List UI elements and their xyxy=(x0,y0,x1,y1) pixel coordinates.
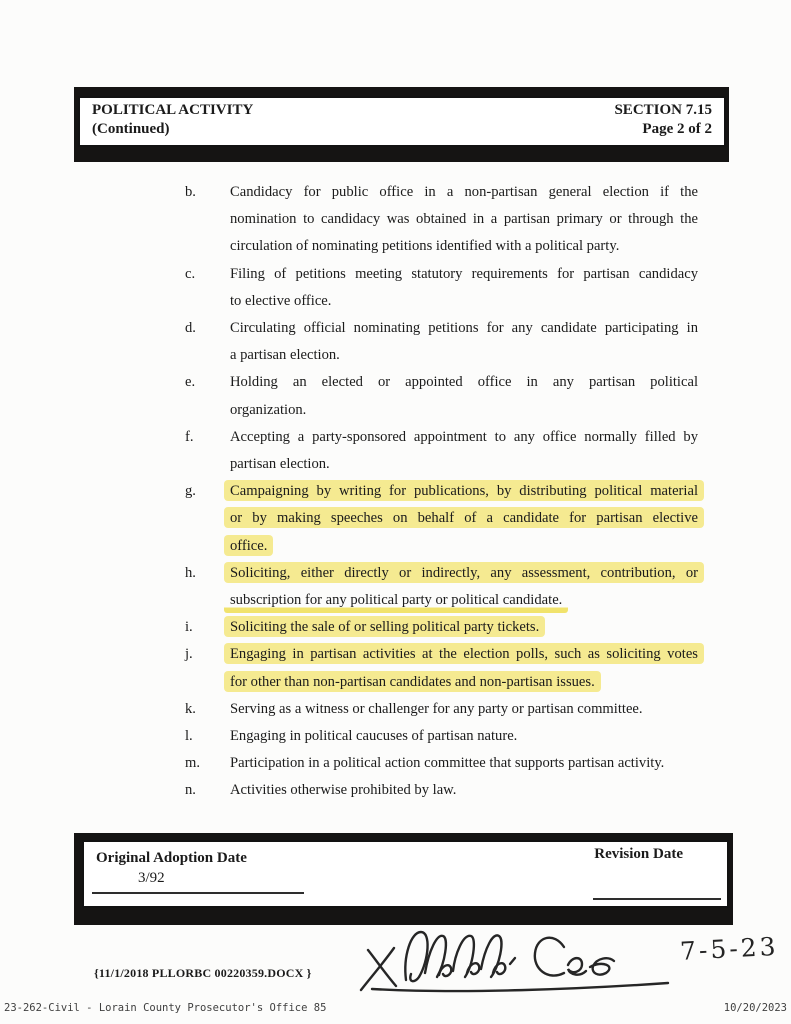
item-text-block xyxy=(230,777,698,804)
item-line xyxy=(230,669,698,696)
item-label: g. xyxy=(185,483,196,500)
statusbar-case-reference: 23-262-Civil - Lorain County Prosecutor's Office 85 xyxy=(4,1002,327,1014)
handwritten-date: 7-5-23 xyxy=(679,931,780,966)
original-adoption-date-value: 3/92 xyxy=(138,870,165,886)
page-title: POLITICAL ACTIVITY xyxy=(92,102,254,118)
item-line xyxy=(230,451,698,478)
header-title-group xyxy=(92,101,253,139)
list-item xyxy=(185,696,698,723)
item-label: h. xyxy=(185,564,196,581)
item-line xyxy=(230,478,698,505)
item-line xyxy=(230,750,698,777)
policy-item-list xyxy=(185,179,698,805)
item-label: j. xyxy=(185,646,193,663)
page-number: Page 2 of 2 xyxy=(642,121,712,137)
item-text: Accepting a party-sponsored appointment to any office normally filled by xyxy=(230,428,698,445)
item-text: partisan election. xyxy=(230,456,330,473)
item-label: k. xyxy=(185,700,196,717)
item-line xyxy=(230,505,698,532)
list-item xyxy=(185,777,698,804)
highlighted-text: for other than non-partisan candidates and non-partisan issues. xyxy=(224,671,601,692)
item-text-block xyxy=(230,723,698,750)
item-text: Filing of petitions meeting statutory requirements for partisan candidacy xyxy=(230,265,698,282)
item-text-block xyxy=(230,750,698,777)
original-adoption-date-label: Original Adoption Date xyxy=(96,850,247,866)
revision-date-label: Revision Date xyxy=(594,846,683,862)
item-line xyxy=(230,369,698,396)
item-line xyxy=(230,206,698,233)
list-item xyxy=(185,641,698,695)
item-text: circulation of nominating petitions identified with a political party. xyxy=(230,238,620,255)
item-line xyxy=(230,315,698,342)
item-line xyxy=(230,424,698,451)
item-label: n. xyxy=(185,782,196,799)
highlighted-text: office. xyxy=(224,535,273,556)
list-item xyxy=(185,261,698,315)
revision-date-line xyxy=(593,876,721,900)
item-text: organization. xyxy=(230,401,307,418)
highlighted-text: or by making speeches on behalf of a candidate for partisan elective xyxy=(224,507,704,528)
item-text-block xyxy=(230,696,698,723)
item-text-block xyxy=(230,614,698,641)
item-label: f. xyxy=(185,428,194,445)
highlighted-text: subscription for any political party or political candidate. xyxy=(224,592,568,613)
list-item xyxy=(185,614,698,641)
item-text: Serving as a witness or challenger for any party or partisan committee. xyxy=(230,700,643,717)
item-text: Engaging in political caucuses of partisan nature. xyxy=(230,728,518,745)
adoption-box-inner xyxy=(82,840,729,908)
item-line xyxy=(230,560,698,587)
item-line xyxy=(230,696,698,723)
item-line xyxy=(230,261,698,288)
statusbar xyxy=(4,1002,787,1014)
item-line xyxy=(230,723,698,750)
list-item xyxy=(185,369,698,423)
item-text: Circulating official nominating petitions for any candidate participating in xyxy=(230,320,698,337)
highlighted-text: Soliciting the sale of or selling political party tickets. xyxy=(224,616,545,637)
list-item xyxy=(185,315,698,369)
item-line xyxy=(230,533,698,560)
highlighted-text: Campaigning by writing for publications, by distributing political material xyxy=(224,480,704,501)
item-line xyxy=(230,777,698,804)
item-text-block xyxy=(230,369,698,423)
item-label: d. xyxy=(185,320,196,337)
item-text-block xyxy=(230,179,698,261)
list-item xyxy=(185,179,698,261)
item-text-block xyxy=(230,478,698,560)
item-text: Holding an elected or appointed office in any partisan political xyxy=(230,374,698,391)
item-label: b. xyxy=(185,184,196,200)
item-text-block xyxy=(230,641,698,695)
item-line xyxy=(230,587,698,614)
list-item xyxy=(185,478,698,560)
item-line xyxy=(230,288,698,315)
item-line xyxy=(230,342,698,369)
list-item xyxy=(185,750,698,777)
item-label: l. xyxy=(185,728,193,745)
header-box-inner xyxy=(78,96,726,147)
item-label: i. xyxy=(185,619,193,636)
item-text: Candidacy for public office in a non-partisan general election if the xyxy=(230,184,698,200)
item-text: nomination to candidacy was obtained in a partisan primary or through the xyxy=(230,211,698,228)
item-text: a partisan election. xyxy=(230,347,340,364)
highlighted-text: Soliciting, either directly or indirectly, any assessment, contribution, or xyxy=(224,562,704,583)
highlighted-text: Engaging in partisan activities at the election polls, such as soliciting votes xyxy=(224,643,704,664)
list-item xyxy=(185,560,698,614)
header-box xyxy=(74,87,729,162)
item-text: to elective office. xyxy=(230,292,332,309)
document-file-reference: {11/1/2018 PLLORBC 00220359.DOCX } xyxy=(94,966,312,980)
item-line xyxy=(230,397,698,424)
item-line xyxy=(230,614,698,641)
item-line xyxy=(230,233,698,260)
item-label: c. xyxy=(185,265,196,282)
statusbar-date: 10/20/2023 xyxy=(723,1002,787,1014)
item-text-block xyxy=(230,560,698,614)
list-item xyxy=(185,424,698,478)
section-number: SECTION 7.15 xyxy=(614,102,712,118)
item-text: Participation in a political action committee that supports partisan activity. xyxy=(230,755,665,772)
item-text-block xyxy=(230,424,698,478)
item-label: m. xyxy=(185,755,200,772)
item-label: e. xyxy=(185,374,196,391)
item-text-block xyxy=(230,315,698,369)
item-text: Activities otherwise prohibited by law. xyxy=(230,782,457,799)
list-item xyxy=(185,723,698,750)
item-line xyxy=(230,641,698,668)
item-text-block xyxy=(230,261,698,315)
adoption-box xyxy=(74,833,733,925)
signature-scribble xyxy=(352,920,692,1005)
page-subtitle: (Continued) xyxy=(92,121,170,137)
item-line xyxy=(230,179,698,206)
original-adoption-date-line xyxy=(92,870,304,894)
header-section-group xyxy=(614,101,712,139)
